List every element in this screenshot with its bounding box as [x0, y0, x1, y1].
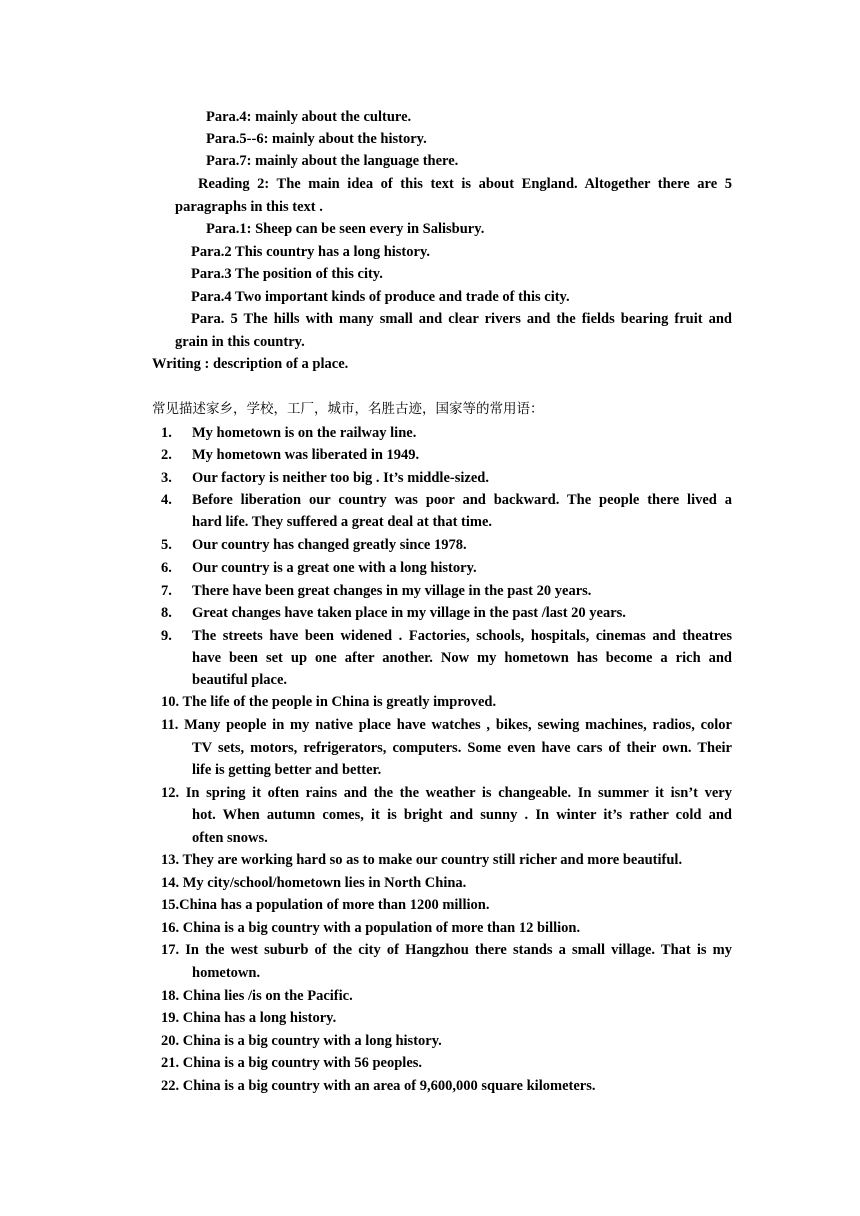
item-number: 6. [161, 560, 172, 576]
item-text: hard life. They suffered a great deal at that time. [192, 514, 493, 530]
item-number: 4. [161, 492, 172, 508]
list-item-continuation: often snows. [192, 830, 268, 846]
item-text: My hometown is on the railway line. [192, 425, 417, 441]
list-item: 11. Many people in my native place have watches , bikes, sewing machines, radios, color [161, 717, 732, 733]
item-number: 1. [161, 425, 172, 441]
writing-heading: Writing : description of a place. [152, 356, 349, 372]
list-item: 21. China is a big country with 56 peoples. [161, 1055, 423, 1071]
list-item: 22. China is a big country with an area of 9,600,000 square kilometers. [161, 1078, 596, 1094]
para7-line: Para.7: mainly about the language there. [206, 153, 459, 169]
phrases-heading: 常见描述家乡，学校，工厂，城市，名胜古迹，国家等的常用语： [152, 401, 544, 417]
r2-para4-line: Para.4 Two important kinds of produce and trade of this city. [191, 289, 570, 305]
item-text: Our country is a great one with a long history. [192, 560, 477, 576]
list-item: 19. China has a long history. [161, 1010, 337, 1026]
r2-para5-line2: grain in this country. [175, 334, 305, 350]
list-item-continuation: TV sets, motors, refrigerators, computers. Some even have cars of their own. Their [192, 740, 732, 756]
reading2-intro-line1: Reading 2: The main idea of this text is about England. Altogether there are 5 [198, 176, 732, 192]
item-text: Our factory is neither too big . It’s middle-sized. [192, 470, 489, 486]
list-item: 18. China lies /is on the Pacific. [161, 988, 353, 1004]
r2-para5-line1: Para. 5 The hills with many small and clear rivers and the fields bearing fruit and [191, 311, 732, 327]
item-text: Great changes have taken place in my village in the past /last 20 years. [192, 605, 626, 621]
r2-para1-line: Para.1: Sheep can be seen every in Salisbury. [206, 221, 485, 237]
item-text: Before liberation our country was poor and backward. The people there lived a [192, 492, 732, 508]
para4-line: Para.4: mainly about the culture. [206, 109, 412, 125]
item-text: beautiful place. [192, 672, 288, 688]
reading2-intro-line2: paragraphs in this text . [175, 199, 323, 215]
item-number: 5. [161, 537, 172, 553]
r2-para2-line: Para.2 This country has a long history. [191, 244, 431, 260]
list-item-continuation: hot. When autumn comes, it is bright and sunny . In winter it’s rather cold and [192, 807, 732, 823]
item-text: There have been great changes in my village in the past 20 years. [192, 583, 592, 599]
list-item: 10. The life of the people in China is greatly improved. [161, 694, 497, 710]
list-item: 17. In the west suburb of the city of Hangzhou there stands a small village. That is my [161, 942, 732, 958]
item-text: The streets have been widened . Factories, schools, hospitals, cinemas and theatres [192, 628, 732, 644]
item-number: 9. [161, 628, 172, 644]
para5-6-line: Para.5--6: mainly about the history. [206, 131, 427, 147]
list-item: 12. In spring it often rains and the the weather is changeable. In summer it isn’t very [161, 785, 732, 801]
r2-para3-line: Para.3 The position of this city. [191, 266, 383, 282]
list-item: 14. My city/school/hometown lies in North China. [161, 875, 467, 891]
item-text: My hometown was liberated in 1949. [192, 447, 420, 463]
list-item: 20. China is a big country with a long history. [161, 1033, 442, 1049]
item-number: 8. [161, 605, 172, 621]
item-number: 2. [161, 447, 172, 463]
item-text: Our country has changed greatly since 1978. [192, 537, 467, 553]
item-number: 7. [161, 583, 172, 599]
list-item: 13. They are working hard so as to make our country still richer and more beautiful. [161, 852, 683, 868]
item-number: 3. [161, 470, 172, 486]
list-item-continuation: life is getting better and better. [192, 762, 382, 778]
list-item-continuation: hometown. [192, 965, 261, 981]
item-text: have been set up one after another. Now my hometown has become a rich and [192, 650, 732, 666]
list-item: 16. China is a big country with a population of more than 12 billion. [161, 920, 581, 936]
list-item: 15.China has a population of more than 1200 million. [161, 897, 490, 913]
